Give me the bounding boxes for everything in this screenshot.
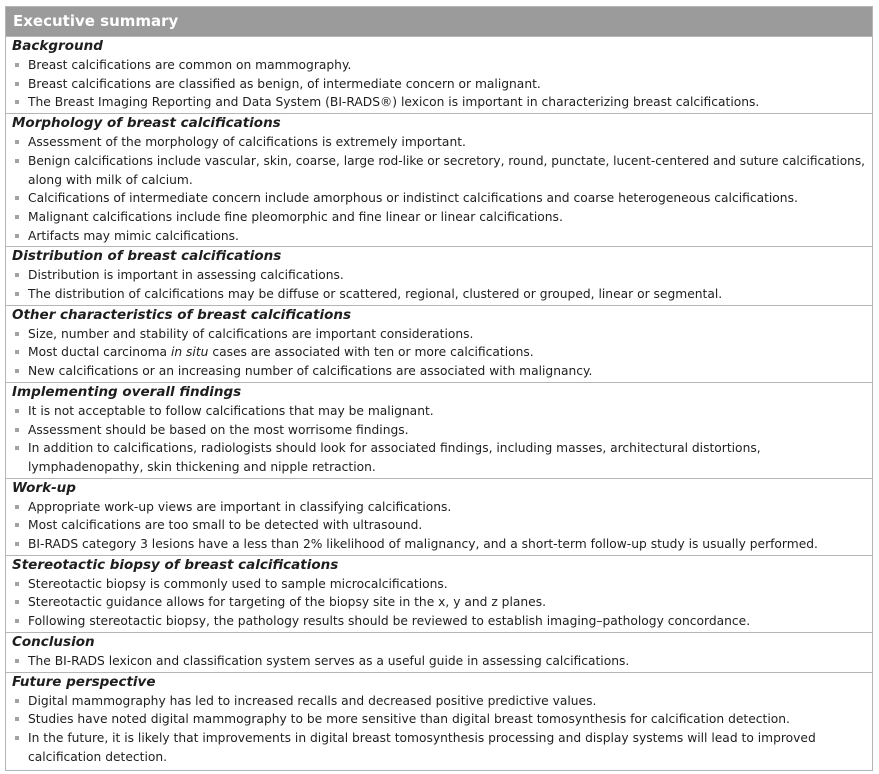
item-text: Most calcifications are too small to be detected with ultrasound. <box>28 518 423 533</box>
item-text: Breast calcifications are classified as benign, of intermediate concern or malignant. <box>28 76 541 91</box>
item-text <box>28 343 868 362</box>
bullet-icon <box>15 446 19 450</box>
list-item <box>12 710 868 729</box>
bullet-icon <box>15 159 19 163</box>
bullet-icon <box>15 600 19 604</box>
list-item <box>12 227 868 246</box>
item-text: Stereotactic biopsy is commonly used to sample microcalcifications. <box>28 576 448 591</box>
list-item <box>12 75 868 94</box>
bullet-icon <box>15 350 19 354</box>
item-text: Digital mammography has led to increased recalls and decreased positive predictive values. <box>28 693 597 708</box>
section-title: Future perspective <box>12 673 156 690</box>
list-item <box>12 652 868 671</box>
section-future-perspective <box>6 673 872 771</box>
bullet-icon <box>15 63 19 67</box>
list-item <box>12 56 868 75</box>
list-item <box>12 516 868 535</box>
bullet-icon <box>15 736 19 740</box>
item-text: Studies have noted digital mammography to be more sensitive than digital breast tomosynthesis for calcification detection. <box>28 712 790 727</box>
section-title: Distribution of breast calcifications <box>12 248 282 265</box>
item-text-italic: in situ <box>170 345 209 360</box>
section-title: Stereotactic biopsy of breast calcifications <box>12 556 339 573</box>
list-item <box>12 133 868 152</box>
list-item <box>12 93 868 112</box>
list-item <box>12 498 868 517</box>
section-stereotactic-biopsy <box>6 556 872 633</box>
list-item <box>12 362 868 381</box>
item-text: In the future, it is likely that improvements in digital breast tomosynthesis processing and display systems will lead to improved <box>28 730 816 745</box>
list-item <box>12 189 868 208</box>
bullet-icon <box>15 273 19 277</box>
list-item <box>12 575 868 594</box>
bullet-icon <box>15 542 19 546</box>
item-text: Appropriate work-up views are important in classifying calcifications. <box>28 499 452 514</box>
bullet-icon <box>15 717 19 721</box>
item-text: New calcifications or an increasing number of calcifications are associated with malignancy. <box>28 364 593 379</box>
executive-summary-box <box>5 6 873 771</box>
list-item <box>12 421 868 440</box>
bullet-icon <box>15 332 19 336</box>
item-text: Artifacts may mimic calcifications. <box>28 228 239 243</box>
list-item <box>12 402 868 421</box>
item-text: It is not acceptable to follow calcifications that may be malignant. <box>28 403 434 418</box>
item-text: Distribution is important in assessing calcifications. <box>28 268 344 283</box>
section-background <box>6 37 872 114</box>
section-title: Conclusion <box>12 633 95 650</box>
bullet-icon <box>15 100 19 104</box>
section-morphology <box>6 114 872 247</box>
item-text-part: Most ductal carcinoma <box>28 345 171 360</box>
item-text: Following stereotactic biopsy, the pathology results should be reviewed to establish imaging–pathology concordance. <box>28 614 751 629</box>
item-text: Assessment of the morphology of calcifications is extremely important. <box>28 135 466 150</box>
list-item <box>12 343 868 362</box>
item-text: The BI-RADS lexicon and classification system serves as a useful guide in assessing calcifications. <box>28 653 630 668</box>
item-text: BI-RADS category 3 lesions have a less than 2% likelihood of malignancy, and a short-term follow-up study is usually performed. <box>28 537 818 552</box>
item-text: Stereotactic guidance allows for targeting of the biopsy site in the x, y and z planes. <box>28 595 546 610</box>
bullet-icon <box>15 523 19 527</box>
bullet-icon <box>15 196 19 200</box>
section-implementing-findings <box>6 383 872 479</box>
item-text: Malignant calcifications include fine pleomorphic and fine linear or linear calcifications. <box>28 209 563 224</box>
bullet-icon <box>15 369 19 373</box>
item-text: Breast calcifications are common on mammography. <box>28 58 352 72</box>
section-title: Other characteristics of breast calcifications <box>12 306 352 323</box>
item-text: Calcifications of intermediate concern include amorphous or indistinct calcifications and coarse heterogeneous calcifications. <box>28 191 798 206</box>
list-item <box>12 266 868 285</box>
list-item <box>12 535 868 554</box>
bullet-icon <box>15 659 19 663</box>
section-other-characteristics <box>6 306 872 383</box>
bullet-icon <box>15 699 19 703</box>
bullet-icon <box>15 619 19 623</box>
item-text-continued: calcification detection. <box>28 749 168 764</box>
bullet-icon <box>15 140 19 144</box>
item-text: The distribution of calcifications may be diffuse or scattered, regional, clustered or grouped, linear or segmental. <box>28 287 723 302</box>
list-item <box>12 152 868 189</box>
item-text: Size, number and stability of calcifications are important considerations. <box>28 326 474 341</box>
list-item <box>12 325 868 344</box>
list-item <box>12 593 868 612</box>
item-text: In addition to calcifications, radiologists should look for associated findings, including masses, architectural distortions, <box>28 441 761 456</box>
list-item <box>12 612 868 631</box>
list-item <box>12 208 868 227</box>
section-title: Implementing overall findings <box>12 383 242 400</box>
section-title: Morphology of breast calcifications <box>12 115 281 132</box>
bullet-icon <box>15 505 19 509</box>
list-item <box>12 439 868 476</box>
bullet-icon <box>15 234 19 238</box>
item-text-continued: along with milk of calcium. <box>28 172 193 187</box>
item-text-part: cases are associated with ten or more calcifications. <box>208 345 534 360</box>
list-item <box>12 285 868 304</box>
section-distribution <box>6 247 872 305</box>
section-title: Background <box>12 38 103 54</box>
bullet-icon <box>15 409 19 413</box>
bullet-icon <box>15 215 19 219</box>
section-conclusion <box>6 633 872 673</box>
item-text: The Breast Imaging Reporting and Data System (BI-RADS®) lexicon is important in characterizing breast calcifications. <box>28 95 760 110</box>
bullet-icon <box>15 82 19 86</box>
bullet-icon <box>15 292 19 296</box>
section-work-up <box>6 479 872 556</box>
section-title: Work-up <box>12 479 76 496</box>
bullet-icon <box>15 428 19 432</box>
list-item <box>12 729 868 766</box>
list-item <box>12 692 868 711</box>
item-text: Benign calcifications include vascular, skin, coarse, large rod-like or secretory, round, punctate, lucent-centered and suture calcifications, <box>28 153 866 168</box>
item-text-continued: lymphadenopathy, skin thickening and nipple retraction. <box>28 459 376 474</box>
bullet-icon <box>15 582 19 586</box>
box-title: Executive summary <box>6 7 872 37</box>
item-text: Assessment should be based on the most worrisome findings. <box>28 422 409 437</box>
